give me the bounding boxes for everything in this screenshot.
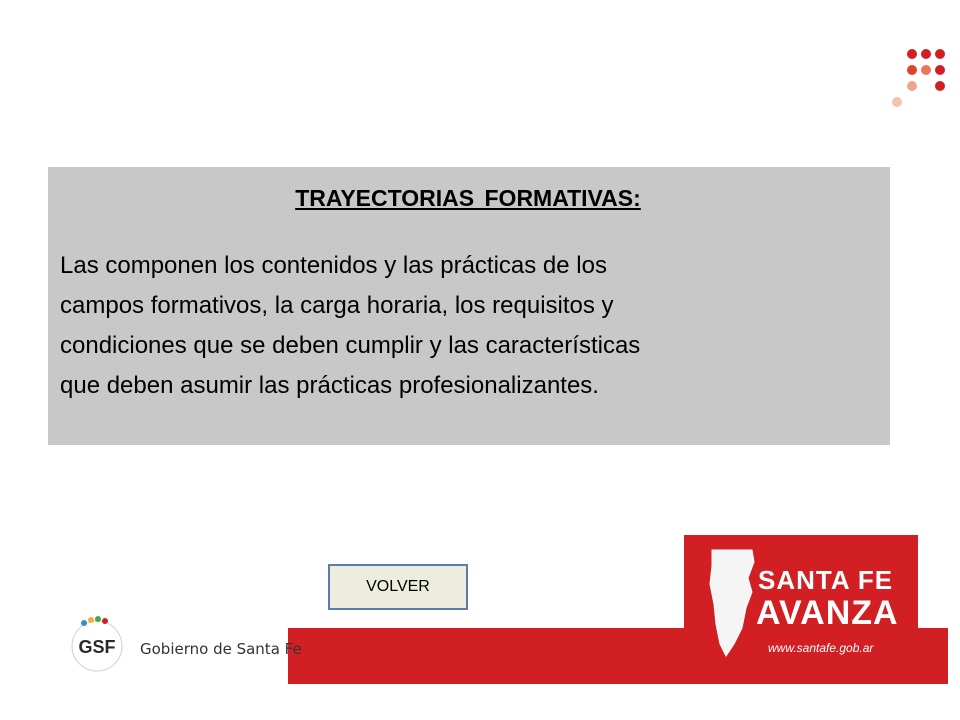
body-line: condiciones que se deben cumplir y las características (60, 332, 641, 359)
gsf-logo-icon (70, 614, 132, 674)
body-line: Las componen los contenidos y las prácticas de los (60, 252, 607, 279)
slide-body (60, 246, 876, 406)
volver-button[interactable]: VOLVER (328, 564, 468, 610)
gsf-logo-text: GSF (78, 637, 116, 657)
santa-fe-map-icon (706, 548, 758, 658)
body-line: campos formativos, la carga horaria, los requisitos y (60, 292, 614, 319)
body-line: que deben asumir las prácticas profesionalizantes. (60, 372, 599, 399)
campaign-url: www.santafe.gob.ar (768, 641, 874, 655)
campaign-line2: AVANZA (756, 594, 899, 632)
content-panel (48, 167, 890, 445)
gsf-name: Gobierno de Santa Fe (140, 640, 302, 658)
slide-title: TRAYECTORIAS FORMATIVAS: (295, 185, 641, 211)
campaign-line1: SANTA FE (758, 565, 894, 595)
decorative-dots-icon (888, 48, 952, 112)
